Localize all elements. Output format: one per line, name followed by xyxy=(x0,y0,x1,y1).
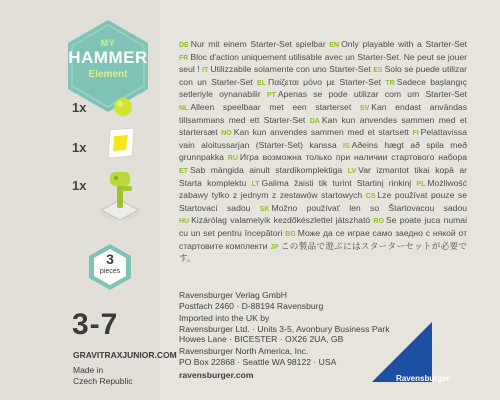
logo-text: Ravensburger xyxy=(396,374,450,383)
warning-text: Може да се играе само заедно с някой от стартовите комплекти xyxy=(179,227,468,251)
na-line2: PO Box 22868 · Seattle WA 98122 · USA xyxy=(179,356,337,367)
lang-code: LV xyxy=(347,167,357,175)
lang-code: FR xyxy=(179,54,189,62)
warning-text: Kan kun anvendes sammen med et startersæt xyxy=(179,114,467,138)
multilingual-warning-text xyxy=(179,39,467,264)
warning-text: Galima žaisti tik turint Startinį rinkinį xyxy=(261,177,412,188)
lang-code: TR xyxy=(385,79,395,87)
pieces-count: 3 xyxy=(106,251,114,267)
import-line3: Howes Lane · BICESTER · OX26 2UA, GB xyxy=(179,334,344,345)
lang-code: ES xyxy=(373,67,383,75)
pieces-label: pieces xyxy=(99,268,121,275)
warning-text: Solo se puede utilizar con un Starter-Set xyxy=(179,64,467,87)
lang-code: RO xyxy=(373,218,384,226)
part-qty-ball: 1x xyxy=(72,100,87,115)
card-icon xyxy=(104,126,138,165)
ball-icon xyxy=(112,96,134,123)
publisher-website: ravensburger.com xyxy=(179,370,254,380)
import-line2: Ravensburger Ltd. · Units 3-5, Avonbury Business Park xyxy=(179,323,390,334)
na-line1: Ravensburger North America, Inc. xyxy=(179,346,309,356)
warning-text: Aðeins hægt að spila með grunnpakka xyxy=(179,139,467,163)
warning-text: Kan kun anvendes sammen med et startsett xyxy=(233,127,409,138)
warning-text: Sadece başlangıç setleriyle oynanabilir xyxy=(179,76,468,100)
brand-hammer: HAMMER xyxy=(68,48,148,67)
lang-code: SK xyxy=(259,205,270,213)
warning-text: Var izmantot tikai kopā ar Starta komplektu xyxy=(179,164,468,188)
made-in-text xyxy=(73,365,153,387)
lang-code: NL xyxy=(179,104,189,112)
lang-code: CS xyxy=(365,193,376,201)
warning-text: Pelattavissa vain aloitussarjan (Starter-Set) kanssa xyxy=(179,127,468,150)
warning-text: Игра возможна только при наличии стартового набора xyxy=(239,152,468,163)
lang-code: DA xyxy=(309,117,320,125)
warning-text: Sab mängida ainult stardikomplektiga xyxy=(189,164,343,175)
lang-code: IS xyxy=(343,142,350,150)
brand-element: Element xyxy=(88,69,128,80)
part-qty-card: 1x xyxy=(72,140,87,155)
warning-text: Kizárólag valamelyik kezdőkészlettel játszható xyxy=(191,215,371,226)
warning-text: Only playable with a Starter-Set xyxy=(341,39,467,49)
part-qty-hammer: 1x xyxy=(72,178,87,193)
brand-my: MY xyxy=(100,38,116,48)
lang-code: HU xyxy=(179,218,190,226)
warning-text: Utilizzabile solamente con uno Starter-Set xyxy=(210,64,371,75)
warning-text: Nur mit einem Starter-Set spielbar xyxy=(190,39,326,49)
warning-text: Alleen speelbaar met een starterset xyxy=(190,101,352,112)
publisher-address xyxy=(179,290,439,311)
warning-text: Bloc d'action uniquement utilisable avec un Starter-Set. Ne peut se jouer seul ! xyxy=(179,51,467,75)
lang-code: LT xyxy=(251,180,260,188)
publisher-line1: Ravensburger Verlag GmbH xyxy=(179,290,287,300)
publisher-line2: Postfach 2460 · D-88194 Ravensburg xyxy=(179,300,324,311)
lang-code: BG xyxy=(285,230,296,238)
import-line1: Imported into the UK by xyxy=(179,313,270,323)
lang-code: RU xyxy=(227,155,238,163)
warning-text: Παίζεται μόνο με Starter-Set xyxy=(267,76,382,87)
hammer-figure-icon xyxy=(98,166,142,227)
warning-text: Możliwość zabawy tylko z jednym z zestawów startowych xyxy=(179,177,468,201)
lang-code: EN xyxy=(329,42,340,49)
website-text: GRAVITRAXJUNIOR.COM xyxy=(73,350,177,360)
pieces-badge xyxy=(86,243,134,291)
lang-code: SV xyxy=(359,104,370,112)
warning-text: Apenas se pode utilizar com um Starter-Set xyxy=(277,89,467,100)
made-in-line1: Made in xyxy=(73,365,104,375)
made-in-line2: Czech Republic xyxy=(73,376,133,386)
warning-text: Lze používat pouze se Startovací sadou xyxy=(179,190,467,213)
ravensburger-logo-icon xyxy=(372,322,432,382)
lang-code: PL xyxy=(416,180,426,188)
lang-code: PT xyxy=(266,92,276,100)
lang-code: DE xyxy=(179,42,189,49)
warning-text: この製品で遊ぶにはスターターセットが必要です。 xyxy=(179,240,467,264)
warning-text: Se poate juca numai cu un set pentru începători xyxy=(179,215,467,238)
lang-code: ET xyxy=(179,167,188,175)
lang-code: IT xyxy=(202,67,209,75)
warning-text: Možno používať len so Štartovacou sadou xyxy=(271,202,467,213)
lang-code: FI xyxy=(412,130,419,138)
lang-code: EL xyxy=(257,79,266,87)
lang-code: NO xyxy=(221,130,232,138)
age-range: 3-7 xyxy=(72,308,119,341)
warning-text: Kan endast användas tillsammans med ett Starter-Set xyxy=(179,101,468,125)
lang-code: JP xyxy=(270,243,279,251)
